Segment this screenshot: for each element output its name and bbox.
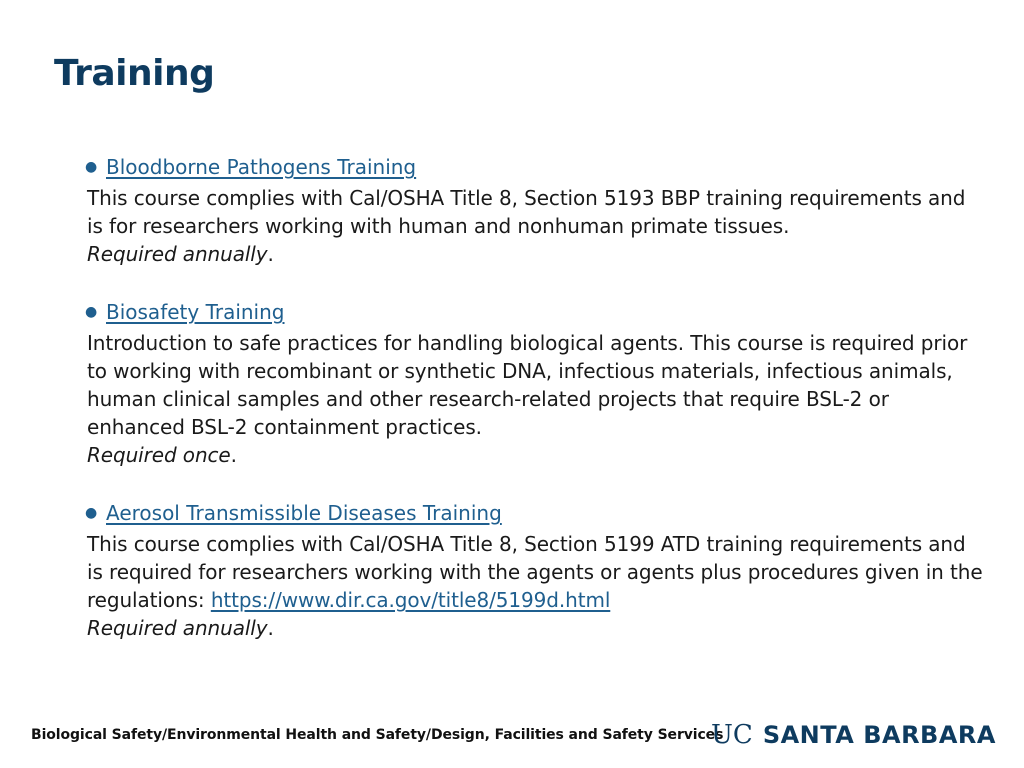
requirement-period: . [267, 616, 274, 640]
regulations-url-link[interactable]: https://www.dir.ca.gov/title8/5199d.html [210, 588, 611, 612]
course-description [87, 329, 987, 469]
bloodborne-pathogens-training-link[interactable]: Bloodborne Pathogens Training [106, 155, 417, 179]
course-list [87, 152, 987, 671]
bullet-icon: ● [85, 159, 98, 175]
course-title-row [87, 152, 987, 182]
requirement-text: Required once [87, 443, 231, 467]
course-item-bloodborne-pathogens [87, 152, 987, 268]
course-description [87, 184, 987, 268]
course-description-text: Introduction to safe practices for handling biological agents. This course is required prior to working with recombinant or synthetic DNA, infectious materials, infectious animals, human clinical samples and other research-related projects that require BSL-2 or enhanced BSL-2 containment practices. [87, 331, 968, 439]
uc-santa-barbara-logo [711, 717, 996, 753]
bullet-icon: ● [85, 304, 98, 320]
requirement-period: . [267, 242, 274, 266]
course-title-row [87, 498, 987, 528]
course-requirement [87, 240, 987, 268]
course-item-aerosol-transmissible-diseases [87, 498, 987, 642]
aerosol-transmissible-diseases-training-link[interactable]: Aerosol Transmissible Diseases Training [106, 501, 502, 525]
page-title: Training [54, 53, 215, 94]
course-requirement [87, 614, 987, 642]
course-description-text: This course complies with Cal/OSHA Title 8, Section 5193 BBP training requirements and is for researchers working with human and nonhuman primate tissues. [87, 186, 966, 238]
bullet-icon: ● [85, 505, 98, 521]
footer-department-text: Biological Safety/Environmental Health and Safety/Design, Facilities and Safety Services [31, 727, 724, 743]
course-item-biosafety [87, 297, 987, 469]
logo-uc-text: UC [711, 720, 753, 750]
logo-name-text: SANTA BARBARA [762, 721, 996, 749]
requirement-text: Required annually [87, 242, 268, 266]
course-title-row [87, 297, 987, 327]
biosafety-training-link[interactable]: Biosafety Training [106, 300, 285, 324]
course-description-text: This course complies with Cal/OSHA Title 8, Section 5199 ATD training requirements and is required for researchers working with the agents or agents plus procedures given in the regulations: [87, 532, 983, 612]
requirement-text: Required annually [87, 616, 268, 640]
course-description [87, 530, 987, 642]
course-requirement [87, 441, 987, 469]
requirement-period: . [230, 443, 237, 467]
